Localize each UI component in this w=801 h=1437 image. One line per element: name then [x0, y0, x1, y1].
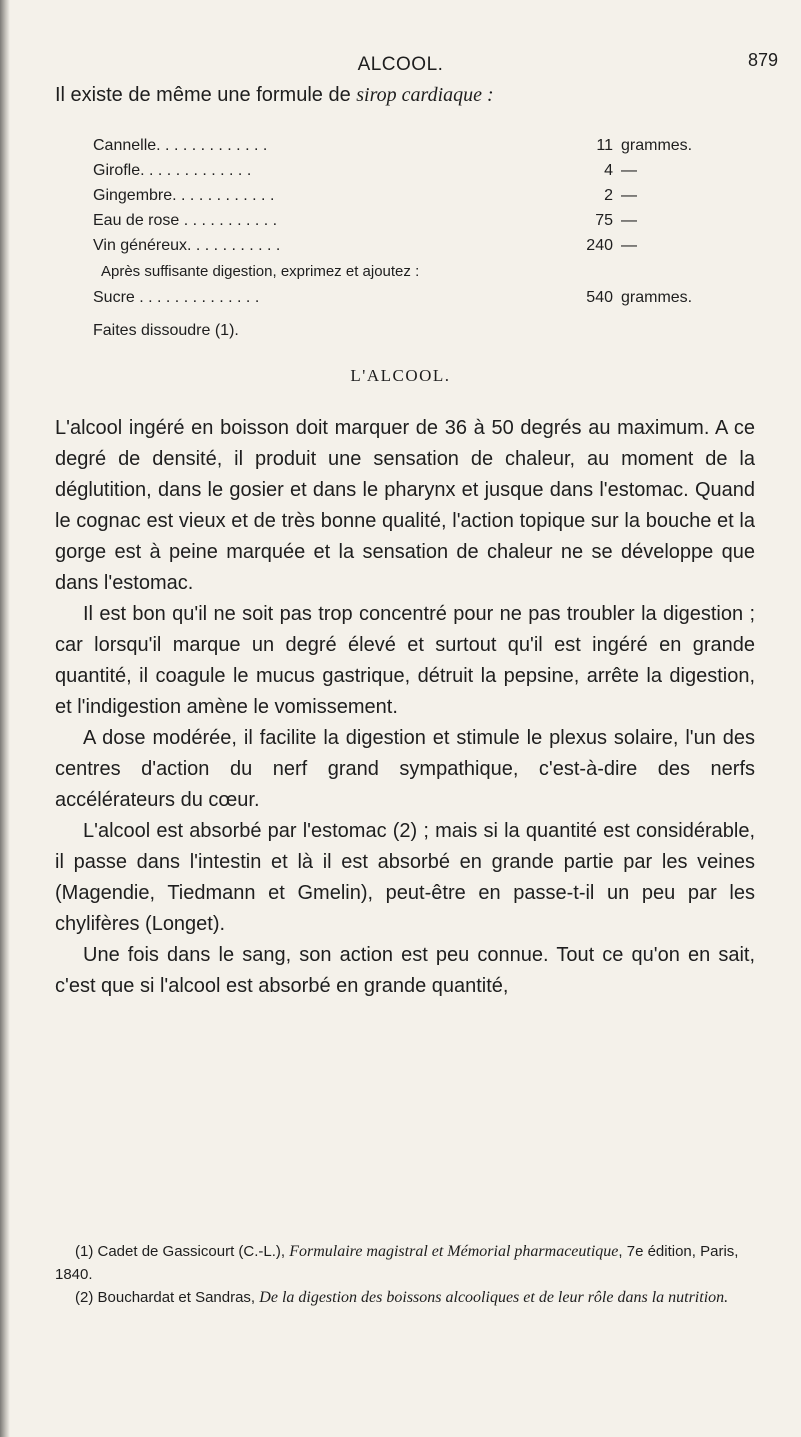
ingredient-unit: —: [621, 237, 637, 254]
ingredient-name: Cannelle. . . . . . . . . . . . .: [93, 137, 268, 154]
paragraph: L'alcool ingéré en boisson doit marquer de 36 à 50 degrés au maximum. A ce degré de densité, il produit une sensation de chaleur, au moment de la déglutition, dans le gosier et dans le pharynx et jusque dans l'estomac. Quand le cognac est vieux et de très bonne qualité, l'action topique sur la bouche et la gorge est à peine marquée et la sensation de chaleur ne se développe que dans l'estomac.: [55, 417, 755, 594]
paragraph: L'alcool est absorbé par l'estomac (2) ; mais si la quantité est considérable, il passe dans l'intestin et là il est absorbé en grande partie par les veines (Magendie, Tiedmann et Gmelin), peut-être en passe-t-il un peu par les chylifères (Longet).: [55, 820, 755, 935]
ingredient-qty: 240: [586, 237, 613, 254]
footnote-tail: , 7e édition, Paris, 1840.: [55, 1243, 739, 1283]
recipe-row: [93, 208, 763, 233]
ingredient-unit: grammes.: [621, 137, 693, 154]
ingredient-unit: —: [621, 212, 637, 229]
recipe-note: Après suffisante digestion, exprimez et ajoutez :: [101, 263, 420, 280]
running-head: ALCOOL.: [357, 54, 444, 75]
footnote: [55, 1240, 755, 1286]
recipe-row: [93, 158, 763, 183]
recipe-row: [93, 133, 763, 158]
recipe-table: [93, 133, 763, 346]
recipe-row-sugar: [93, 285, 763, 310]
ingredient-name: Girofle. . . . . . . . . . . . .: [93, 162, 252, 179]
ingredient-qty: 11: [596, 137, 613, 154]
footnote-lead: (2) Bouchardat et Sandras,: [75, 1289, 260, 1306]
intro-text: Il existe de même une formule de: [55, 84, 357, 106]
ingredient-qty: 2: [604, 187, 613, 204]
page-number: 879: [748, 50, 779, 70]
recipe-row: [93, 233, 763, 258]
recipe-finish: Faites dissoudre (1).: [93, 322, 239, 339]
paragraph: Une fois dans le sang, son action est peu connue. Tout ce qu'on en sait, c'est que si l'alcool est absorbé en grande quantité,: [55, 944, 755, 997]
paragraph: A dose modérée, il facilite la digestion et stimule le plexus solaire, l'un des centres d'action du nerf grand sympathique, c'est-à-dire des nerfs accélérateurs du cœur.: [55, 727, 755, 811]
footnotes: [55, 1240, 755, 1309]
ingredient-qty: 75: [595, 212, 613, 229]
ingredient-qty: 540: [586, 289, 613, 306]
ingredient-name: Sucre . . . . . . . . . . . . . .: [93, 289, 260, 306]
section-title: L'ALCOOL.: [350, 366, 451, 385]
ingredient-unit: —: [621, 162, 637, 179]
ingredient-name: Vin généreux. . . . . . . . . . .: [93, 237, 281, 254]
ingredient-unit: —: [621, 187, 637, 204]
ingredient-qty: 4: [604, 162, 613, 179]
recipe-row: [93, 183, 763, 208]
ingredient-name: Eau de rose . . . . . . . . . . .: [93, 212, 278, 229]
ingredient-unit: grammes.: [621, 289, 693, 306]
paragraph: Il est bon qu'il ne soit pas trop concentré pour ne pas troubler la digestion ; car lorsqu'il marque un degré élevé et surtout qu'il est ingéré en grande quantité, il coagule le mucus gastrique, détruit la pepsine, arrête la digestion, et l'indigestion amène le vomissement.: [55, 603, 755, 718]
footnote: [55, 1286, 755, 1309]
intro-line: [55, 84, 775, 107]
footnote-title: De la digestion des boissons alcooliques et de leur rôle dans la nutrition.: [259, 1289, 729, 1306]
footnote-title: Formulaire magistral et Mémorial pharmaceutique: [289, 1243, 619, 1260]
intro-emphasis: sirop cardiaque :: [356, 84, 494, 106]
ingredient-name: Gingembre. . . . . . . . . . . .: [93, 187, 275, 204]
body-text: [55, 413, 755, 1002]
footnote-lead: (1) Cadet de Gassicourt (C.-L.),: [75, 1243, 290, 1260]
